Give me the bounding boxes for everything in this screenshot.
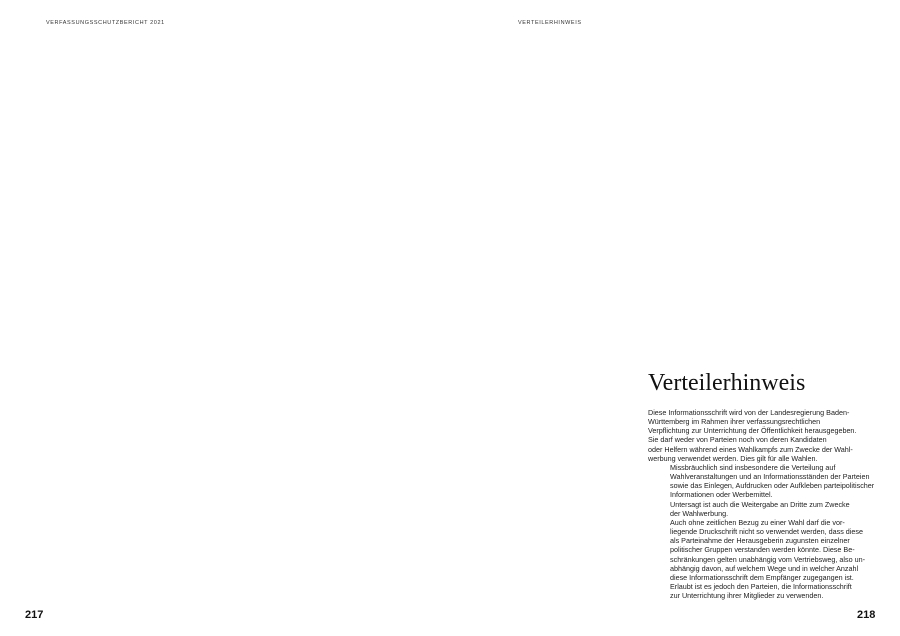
text-line: der Wahlwerbung. (670, 508, 729, 518)
text-line: Wahlveranstaltungen und an Informationsständen der Parteien (670, 472, 870, 482)
body-text (648, 408, 875, 601)
paragraph-1 (648, 408, 860, 463)
text-line: Sie darf weder von Parteien noch von deren Kandidaten (648, 435, 827, 445)
paragraph-3 (648, 500, 860, 518)
text-line: Diese Informationsschrift wird von der Landesregierung Baden- (648, 408, 850, 417)
text-line: zur Unterrichtung ihrer Mitglieder zu verwenden. (670, 591, 824, 601)
text-line: sowie das Einlegen, Aufdrucken oder Aufkleben parteipolitischer (670, 481, 875, 491)
paragraph-4 (648, 517, 865, 582)
running-header-left: VERFASSUNGSSCHUTZBERICHT 2021 (46, 20, 165, 26)
text-line: liegende Druckschrift nicht so verwendet werden, dass diese (670, 527, 863, 537)
page-number-right: 218 (857, 609, 876, 621)
text-line: als Parteinahme der Herausgeberin zugunsten einzelner (670, 536, 850, 546)
text-line: Untersagt ist auch die Weitergabe an Dritte zum Zwecke (670, 499, 850, 509)
text-line: Informationen oder Werbemittel. (670, 490, 773, 500)
page-number-left: 217 (25, 609, 44, 621)
text-line: Erlaubt ist es jedoch den Parteien, die Informationsschrift (670, 581, 852, 591)
paragraph-2 (648, 462, 875, 500)
running-header-right: VERTEILERHINWEIS (518, 20, 582, 26)
page-title: Verteilerhinweis (648, 370, 806, 396)
text-line: abhängig davon, auf welchem Wege und in welcher Anzahl (670, 563, 859, 573)
text-line: Württemberg im Rahmen ihrer verfassungsrechtlichen (648, 417, 821, 427)
text-line: schränkungen gelten unabhängig vom Vertriebsweg, also un- (670, 554, 865, 564)
text-line: werbung verwendet werden. Dies gilt für alle Wahlen. (648, 453, 818, 463)
text-line: Auch ohne zeitlichen Bezug zu einer Wahl darf die vor- (670, 517, 845, 527)
paragraph-5 (648, 582, 860, 600)
text-line: diese Informationsschrift dem Empfänger zugegangen ist. (670, 572, 854, 582)
text-line: Missbräuchlich sind insbesondere die Verteilung auf (670, 462, 836, 472)
text-line: Verpflichtung zur Unterrichtung der Öffentlichkeit herausgegeben. (648, 426, 857, 436)
text-line: oder Helfern während eines Wahlkampfs zum Zwecke der Wahl- (648, 444, 853, 454)
text-line: politischer Gruppen verstanden werden könnte. Diese Be- (670, 545, 855, 555)
